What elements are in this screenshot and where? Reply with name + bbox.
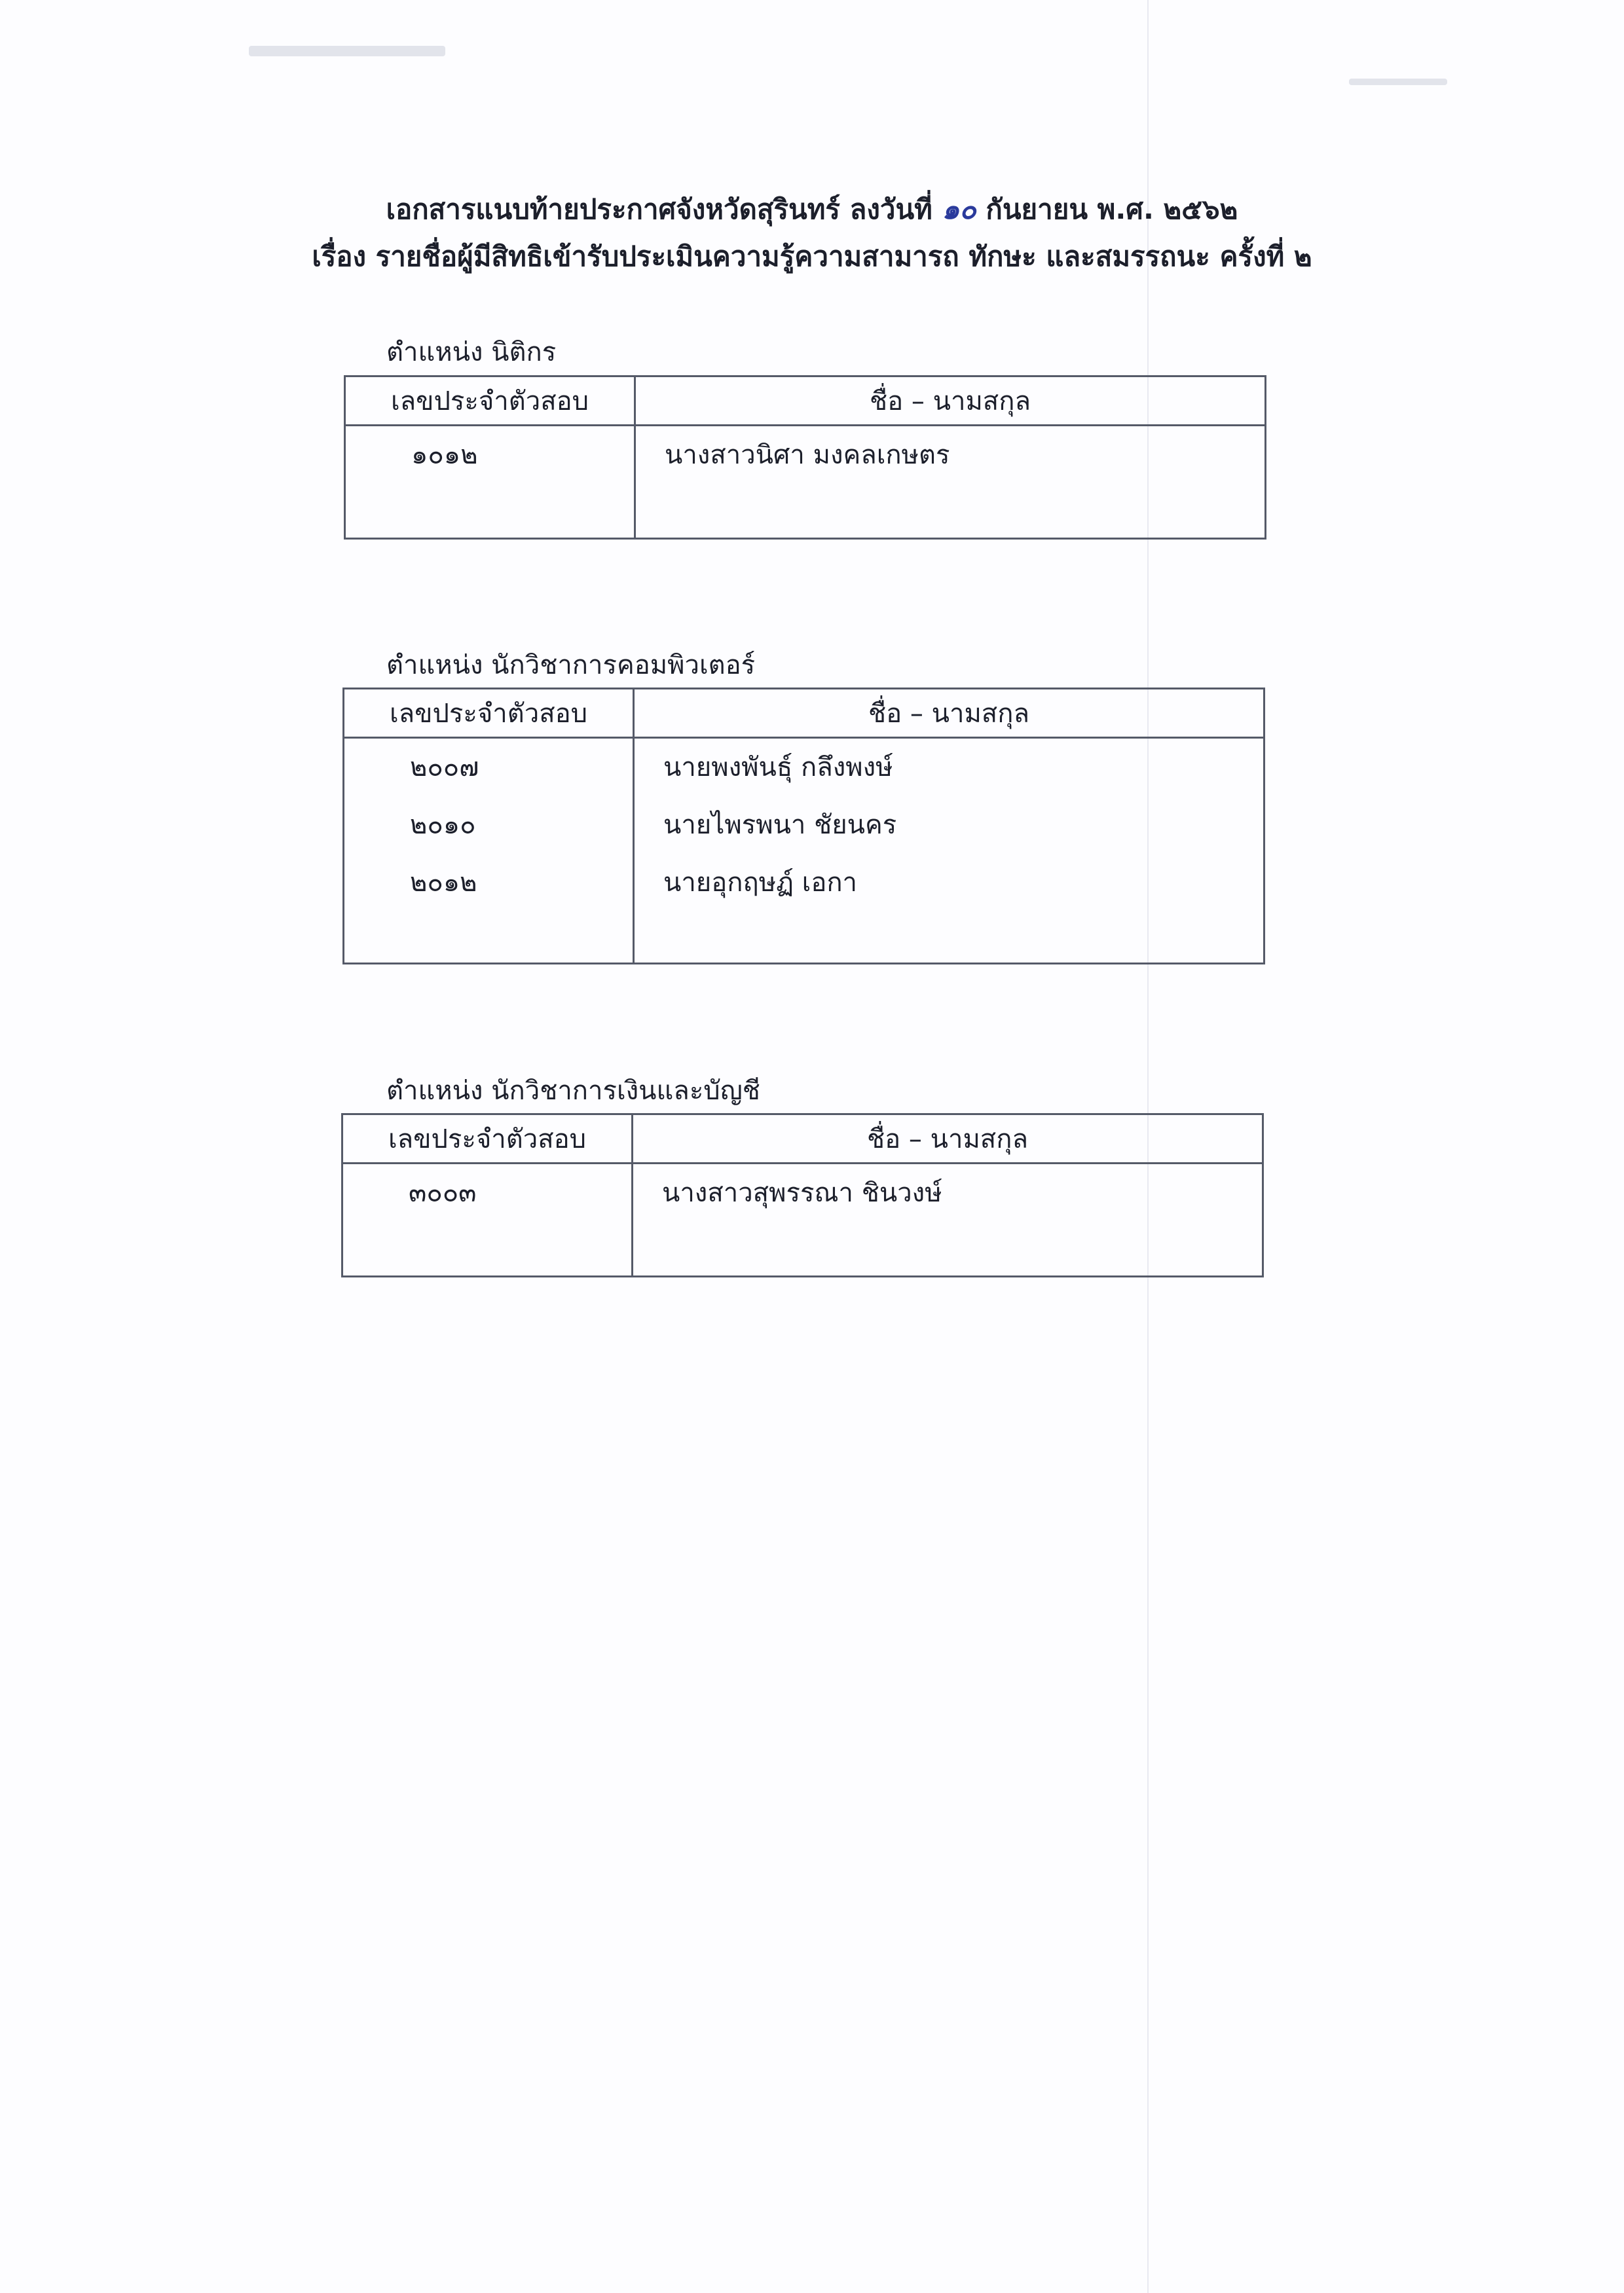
table-header-row [345,376,1266,426]
column-header-exam-id: เลขประจำตัวสอบ [342,1114,633,1164]
column-header-exam-id: เลขประจำตัวสอบ [344,689,634,738]
column-header-full-name: ชื่อ – นามสกุล [634,689,1264,738]
full-name-cell [633,1164,1263,1277]
scan-smudge [1349,79,1447,85]
table-row [345,426,1266,539]
full-name-cell [635,426,1266,539]
section-label-legal-officer: ตำแหน่ง นิติกร [386,337,557,367]
document-heading-line-2: เรื่อง รายชื่อผู้มีสิทธิเข้ารับประเมินความรู้ความสามารถ ทักษะ และสมรรถนะ ครั้งที่ ๒ [312,240,1312,272]
roster-table-finance-officer [341,1113,1264,1277]
exam-id-cell [345,426,635,539]
scan-smudge [249,46,445,56]
table-row [344,738,1264,964]
candidate-name: นายอุกฤษฏ์ เอกา [663,868,858,898]
exam-id: ๒๐๐๗ [410,752,479,782]
section-label-finance-officer: ตำแหน่ง นักวิชาการเงินและบัญชี [386,1076,760,1106]
candidate-name: นางสาวนิศา มงคลเกษตร [665,440,950,470]
document-heading-line-1 [0,190,1624,229]
heading-prefix: เอกสารแนบท้ายประกาศจังหวัดสุรินทร์ ลงวันที่ [386,193,932,225]
candidate-name: นางสาวสุพรรณา ชินวงษ์ [662,1178,942,1208]
table-header-row [344,689,1264,738]
table-row [342,1164,1263,1277]
candidate-name: นายพงพันธุ์ กลึงพงษ์ [663,752,893,782]
roster-table-computer-officer [342,688,1265,964]
roster-table-legal-officer [344,375,1266,540]
exam-id: ๒๐๑๒ [410,868,477,898]
column-header-full-name: ชื่อ – นามสกุล [635,376,1266,426]
section-label-computer-officer: ตำแหน่ง นักวิชาการคอมพิวเตอร์ [386,650,756,680]
exam-id: ๑๐๑๒ [411,440,478,470]
column-header-exam-id: เลขประจำตัวสอบ [345,376,635,426]
column-header-full-name: ชื่อ – นามสกุล [633,1114,1263,1164]
full-name-cell [634,738,1264,964]
table-header-row [342,1114,1263,1164]
heading-suffix: กันยายน พ.ศ. ๒๕๖๒ [986,193,1238,225]
exam-id-cell [344,738,634,964]
heading-handwritten-day: ๑๐ [942,193,976,225]
exam-id: ๓๐๐๓ [409,1178,477,1208]
candidate-name: นายไพรพนา ชัยนคร [663,810,897,840]
exam-id-cell [342,1164,633,1277]
exam-id: ๒๐๑๐ [410,810,476,840]
